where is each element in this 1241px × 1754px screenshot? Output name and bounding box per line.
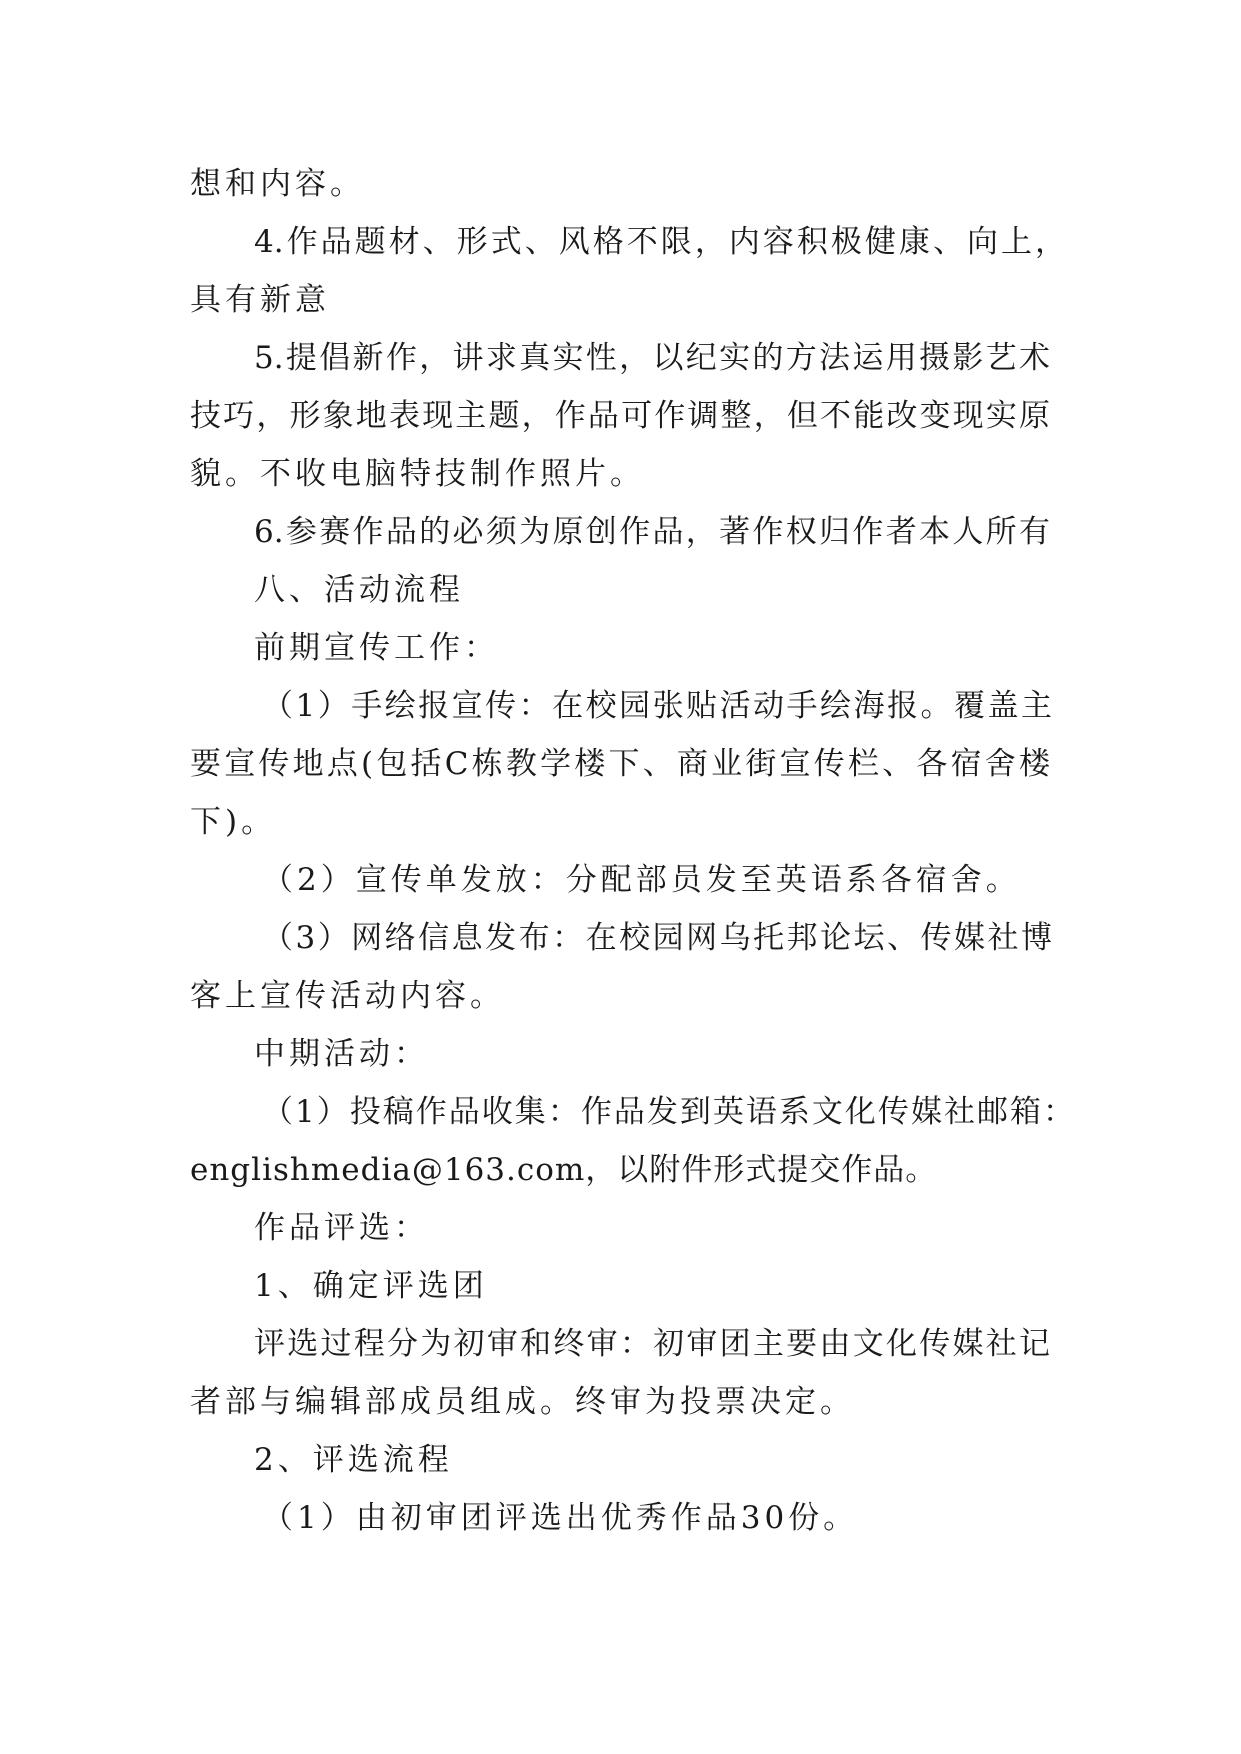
text-line: 6.参赛作品的必须为原创作品，著作权归作者本人所有 <box>254 514 1050 550</box>
email-line: englishmedia@163.com，以附件形式提交作品。 <box>190 1152 938 1188</box>
text-line: 5.提倡新作，讲求真实性，以纪实的方法运用摄影艺术 <box>254 340 1050 376</box>
text-line: （2）宣传单发放：分配部员发至英语系各宿舍。 <box>262 862 1021 898</box>
section-heading: 八、活动流程 <box>254 572 464 608</box>
text-line: 客上宣传活动内容。 <box>190 978 505 1014</box>
text-line: （1）投稿作品收集：作品发到英语系文化传媒社邮箱： <box>262 1094 1074 1130</box>
text-line: 貌。不收电脑特技制作照片。 <box>190 456 645 492</box>
text-line: 想和内容。 <box>190 166 365 202</box>
text-line: 4.作品题材、形式、风格不限，内容积极健康、向上， <box>254 224 1066 260</box>
text-line: 具有新意 <box>190 282 330 318</box>
subsection-heading: 作品评选： <box>254 1210 429 1246</box>
list-heading: 2、评选流程 <box>254 1442 453 1478</box>
text-line: 技巧，形象地表现主题，作品可作调整，但不能改变现实原 <box>190 398 1050 434</box>
subsection-heading: 前期宣传工作： <box>254 630 499 666</box>
list-heading: 1、确定评选团 <box>254 1268 488 1304</box>
text-line: （3）网络信息发布：在校园网乌托邦论坛、传媒社博 <box>262 920 1052 956</box>
text-line: 要宣传地点(包括C栋教学楼下、商业街宣传栏、各宿舍楼 <box>190 746 1050 782</box>
text-line: 者部与编辑部成员组成。终审为投票决定。 <box>190 1384 855 1420</box>
text-line: 下)。 <box>190 804 277 840</box>
text-line: 评选过程分为初审和终审：初审团主要由文化传媒社记 <box>254 1326 1050 1362</box>
text-line: （1）由初审团评选出优秀作品30份。 <box>262 1500 859 1536</box>
text-line: （1）手绘报宣传：在校园张贴活动手绘海报。覆盖主 <box>262 688 1052 724</box>
subsection-heading: 中期活动： <box>254 1036 429 1072</box>
